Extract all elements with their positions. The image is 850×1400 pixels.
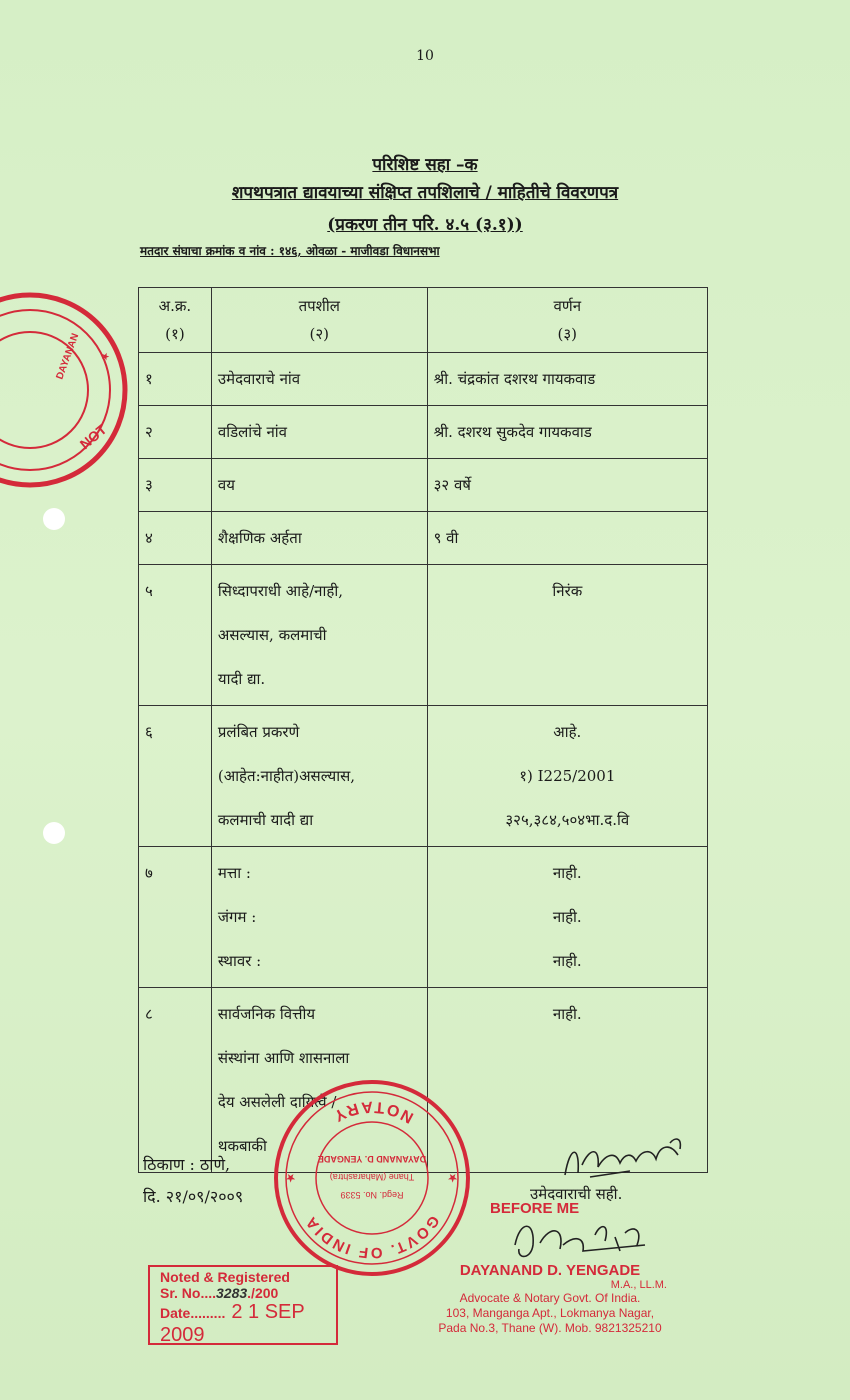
notary-line: 103, Manganga Apt., Lokmanya Nagar, xyxy=(445,1306,655,1320)
serial-suffix: ./200 xyxy=(247,1285,279,1301)
detail-line: सार्वजनिक वित्तीय xyxy=(217,1005,316,1023)
svg-text:GOVT. OF INDIA xyxy=(302,1212,443,1261)
before-me-stamp: BEFORE ME xyxy=(490,1200,580,1217)
seal-star-icon: ★ xyxy=(285,1171,296,1185)
table-row xyxy=(139,406,708,459)
date-value: 2 1 SEP 2009 xyxy=(160,1301,305,1346)
seal-inner-line-3: Regd. No. 5339 xyxy=(340,1190,404,1200)
row-detail xyxy=(211,353,427,406)
header-description xyxy=(427,288,707,353)
notary-name: DAYANAND D. YENGADE xyxy=(459,1262,641,1279)
row-detail xyxy=(211,847,427,988)
row-serial xyxy=(139,847,212,988)
detail-line: देय असलेली दायित्वे / xyxy=(217,1093,337,1111)
header-number: (३) xyxy=(557,325,578,343)
table-row xyxy=(139,512,708,565)
row-serial xyxy=(139,706,212,847)
serial-number: २ xyxy=(145,423,153,441)
svg-text:NOT: NOT xyxy=(76,421,110,453)
annexure-title: परिशिष्ट सहा –क xyxy=(372,155,478,175)
table-row xyxy=(139,847,708,988)
header-number: (२) xyxy=(309,325,329,343)
description-line: श्री. चंद्रकांत दशरथ गायकवाड xyxy=(433,370,596,388)
serial-prefix: Sr. No.... xyxy=(160,1285,217,1301)
notary-line: Pada No.3, Thane (W). Mob. 9821325210 xyxy=(438,1321,662,1335)
table-row xyxy=(139,459,708,512)
details-table xyxy=(138,287,708,1173)
detail-line: उमेदवाराचे नांव xyxy=(217,370,301,388)
seal-bottom-text: NOTARY xyxy=(327,1097,417,1127)
detail-line: यादी द्या. xyxy=(217,670,266,688)
serial-number: ५ xyxy=(145,582,153,600)
row-description xyxy=(427,512,707,565)
row-description xyxy=(427,459,707,512)
header-number: (१) xyxy=(165,325,185,343)
place: ठिकाण : ठाणे, xyxy=(143,1155,231,1174)
row-serial xyxy=(139,988,212,1173)
row-description xyxy=(427,406,707,459)
detail-line: वय xyxy=(217,476,235,494)
detail-line: स्थावर : xyxy=(217,952,262,970)
header-detail xyxy=(211,288,427,353)
candidate-signature-label: उमेदवाराची सही. xyxy=(530,1185,623,1203)
row-description xyxy=(427,565,707,706)
serial-number: ८ xyxy=(145,1005,153,1023)
svg-text:★: ★ xyxy=(98,350,112,364)
row-description xyxy=(427,847,707,988)
notary-line: Advocate & Notary Govt. Of India. xyxy=(459,1291,641,1305)
detail-line: (आहेत:नाहीत)असल्यास, xyxy=(217,767,356,785)
table-row xyxy=(139,353,708,406)
row-serial xyxy=(139,459,212,512)
row-description xyxy=(427,706,707,847)
registration-serial xyxy=(160,1285,326,1301)
statement-title: शपथपत्रात द्यावयाच्या संक्षिप्त तपशिलाचे / माहितीचे विवरणपत्र xyxy=(231,183,619,203)
registration-title: Noted & Registered xyxy=(160,1269,290,1285)
description-line: नाही. xyxy=(552,1005,582,1023)
header-label: वर्णन xyxy=(553,297,582,315)
serial-number: ३ xyxy=(145,476,153,494)
row-description xyxy=(427,353,707,406)
chapter-reference: (प्रकरण तीन परि. ४.५ (३.१)) xyxy=(327,215,523,235)
header-label: अ.क्र. xyxy=(158,297,192,315)
description-line: १) I225/2001 xyxy=(519,767,616,785)
serial-number: १ xyxy=(145,370,153,388)
row-detail xyxy=(211,459,427,512)
detail-line: वडिलांचे नांव xyxy=(217,423,288,441)
description-line: ३२ वर्षे xyxy=(433,476,471,494)
row-serial xyxy=(139,565,212,706)
table-row xyxy=(139,565,708,706)
partial-seal-left xyxy=(0,290,140,490)
header-sr xyxy=(139,288,212,353)
description-line: ३२५,३८४,५०४भा.द.वि xyxy=(505,811,630,829)
description-line: निरंक xyxy=(552,582,583,600)
description-line: ९ वी xyxy=(433,529,459,547)
row-detail xyxy=(211,512,427,565)
table-body xyxy=(139,353,708,1173)
punch-hole-top xyxy=(43,508,65,530)
description-line: नाही. xyxy=(552,952,582,970)
row-detail xyxy=(211,406,427,459)
notary-seal xyxy=(272,1078,472,1278)
detail-line: थकबाकी xyxy=(217,1137,267,1155)
table-row xyxy=(139,706,708,847)
table-header-row xyxy=(139,288,708,353)
header-label: तपशील xyxy=(298,297,340,315)
seal-inner-line-1: DAYANAND D. YENGADE xyxy=(317,1154,427,1164)
row-detail xyxy=(211,565,427,706)
registration-date xyxy=(160,1301,326,1347)
date: दि. २१/०९/२००९ xyxy=(143,1187,244,1206)
constituency-line: मतदार संघाचा क्रमांक व नांव : १४६, ओवळा - माजीवडा विधानसभा xyxy=(140,244,440,258)
serial-number: ४ xyxy=(145,529,153,547)
row-serial xyxy=(139,353,212,406)
notary-details xyxy=(425,1262,675,1336)
detail-line: मत्ता : xyxy=(217,864,251,882)
description-line: श्री. दशरथ सुकदेव गायकवाड xyxy=(433,423,592,441)
detail-line: संस्थांना आणि शासनाला xyxy=(217,1049,350,1067)
candidate-signature xyxy=(560,1135,690,1185)
page-number: 10 xyxy=(416,48,434,64)
description-line: नाही. xyxy=(552,864,582,882)
row-serial xyxy=(139,512,212,565)
punch-hole-bottom xyxy=(43,822,65,844)
serial-number: ७ xyxy=(145,864,153,882)
detail-line: शैक्षणिक अर्हता xyxy=(217,529,302,547)
detail-line: असल्यास, कलमाची xyxy=(217,626,327,644)
detail-line: कलमाची यादी द्या xyxy=(217,811,314,829)
seal-inner-line-2: Thane (Maharashtra) xyxy=(329,1172,415,1182)
date-prefix: Date......... xyxy=(160,1305,226,1321)
seal-top-text: GOVT. OF INDIA xyxy=(301,1212,443,1262)
row-serial xyxy=(139,406,212,459)
registration-stamp xyxy=(148,1265,338,1345)
detail-line: जंगम : xyxy=(217,908,257,926)
serial-number: 3283 xyxy=(216,1285,248,1301)
notary-signature xyxy=(505,1215,655,1265)
detail-line: प्रलंबित प्रकरणे xyxy=(217,723,300,741)
seal-star-icon: ★ xyxy=(447,1171,458,1185)
row-detail xyxy=(211,706,427,847)
svg-text:DAYANAN: DAYANAN xyxy=(54,331,82,382)
serial-number: ६ xyxy=(145,723,153,741)
detail-line: सिध्दापराधी आहे/नाही, xyxy=(217,582,343,600)
description-line: नाही. xyxy=(552,908,582,926)
notary-qualification: M.A., LL.M. xyxy=(610,1279,667,1291)
description-line: आहे. xyxy=(553,723,582,741)
